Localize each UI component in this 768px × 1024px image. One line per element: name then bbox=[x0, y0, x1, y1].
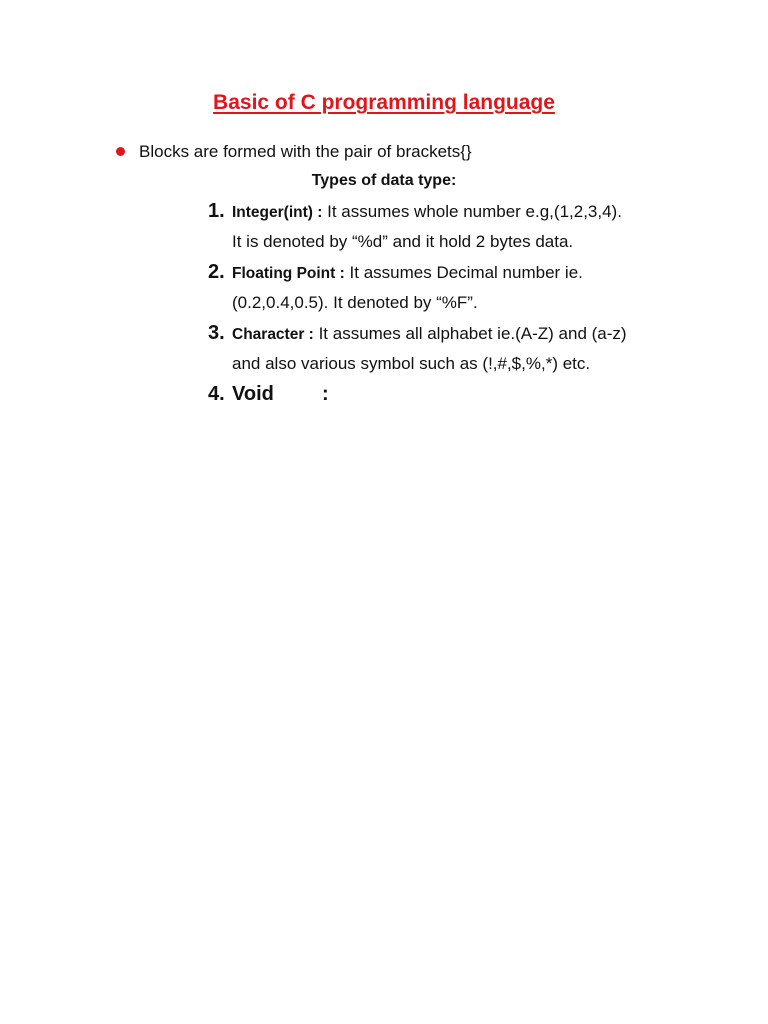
bullet-text: Blocks are formed with the pair of brackets{} bbox=[139, 142, 472, 161]
list-item-description-continued: It is denoted by “%d” and it hold 2 bytes data. bbox=[232, 232, 574, 251]
list-item-description-continued: (0.2,0.4,0.5). It denoted by “%F”. bbox=[232, 293, 478, 312]
list-item-description: It assumes all alphabet ie.(A-Z) and (a-z) bbox=[313, 324, 627, 343]
list-item-description-continued: and also various symbol such as (!,#,$,%,*) etc. bbox=[232, 354, 591, 373]
bullet-item bbox=[116, 140, 472, 164]
subheading: Types of data type: bbox=[311, 172, 457, 189]
list-item-term: Floating Point : bbox=[232, 265, 345, 282]
list-item-colon: : bbox=[322, 383, 329, 405]
list-item-term: Void bbox=[232, 383, 274, 405]
bullet-dot-icon bbox=[116, 147, 125, 156]
document-title bbox=[0, 89, 768, 117]
list-item bbox=[208, 258, 728, 317]
data-type-list bbox=[208, 197, 728, 411]
list-item-number: 1. bbox=[208, 200, 225, 222]
list-item-number: 3. bbox=[208, 322, 225, 344]
list-item-number: 2. bbox=[208, 261, 225, 283]
list-item bbox=[208, 380, 728, 409]
list-item-term: Integer(int) : bbox=[232, 204, 323, 221]
list-item-number: 4. bbox=[208, 383, 225, 405]
list-item-description: It assumes whole number e.g,(1,2,3,4). bbox=[322, 202, 622, 221]
list-item bbox=[208, 319, 728, 378]
list-item-term: Character : bbox=[232, 326, 314, 343]
list-item bbox=[208, 197, 728, 256]
title-text: Basic of C programming language bbox=[213, 91, 555, 114]
list-item-description: It assumes Decimal number ie. bbox=[344, 263, 583, 282]
